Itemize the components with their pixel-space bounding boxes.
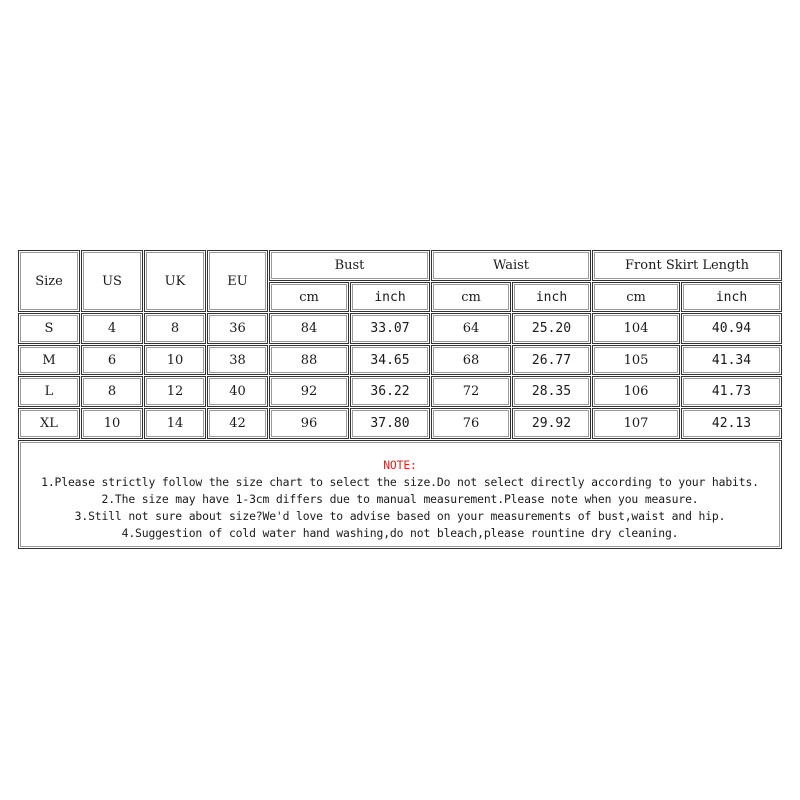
- note-title: NOTE:: [383, 458, 417, 472]
- row-l-waist-cm: 72: [431, 376, 511, 407]
- row-m-us: 6: [81, 345, 143, 375]
- row-m-size: M: [18, 345, 80, 375]
- row-m-skirt-inch: 41.34: [681, 345, 782, 375]
- row-s-bust-cm: 84: [269, 313, 349, 344]
- row-xl-waist-cm: 76: [431, 408, 511, 439]
- row-s-size: S: [18, 313, 80, 344]
- row-l-bust-inch: 36.22: [350, 376, 430, 407]
- row-xl-skirt-inch: 42.13: [681, 408, 782, 439]
- row-m-uk: 10: [144, 345, 206, 375]
- header-front-skirt-length: Front Skirt Length: [592, 250, 782, 281]
- row-s-waist-cm: 64: [431, 313, 511, 344]
- row-s-waist-inch: 25.20: [512, 313, 591, 344]
- header-waist-cm: cm: [431, 282, 511, 312]
- header-us: US: [81, 250, 143, 312]
- row-s-skirt-inch: 40.94: [681, 313, 782, 344]
- header-bust-cm: cm: [269, 282, 349, 312]
- note-line-4: 4.Suggestion of cold water hand washing,do not bleach,please rountine dry cleaning.: [121, 526, 679, 540]
- header-waist-inch: inch: [512, 282, 591, 312]
- header-size: Size: [18, 250, 80, 312]
- row-l-skirt-cm: 106: [592, 376, 680, 407]
- row-m-waist-inch: 26.77: [512, 345, 591, 375]
- note-line-2: 2.The size may have 1-3cm differs due to manual measurement.Please note when you measure.: [101, 492, 699, 506]
- row-m-bust-cm: 88: [269, 345, 349, 375]
- row-s-uk: 8: [144, 313, 206, 344]
- row-s-eu: 36: [207, 313, 268, 344]
- row-xl-skirt-cm: 107: [592, 408, 680, 439]
- row-xl-waist-inch: 29.92: [512, 408, 591, 439]
- row-l-us: 8: [81, 376, 143, 407]
- header-bust-inch: inch: [350, 282, 430, 312]
- row-xl-bust-cm: 96: [269, 408, 349, 439]
- header-bust: Bust: [269, 250, 430, 281]
- row-s-bust-inch: 33.07: [350, 313, 430, 344]
- header-skirt-inch: inch: [681, 282, 782, 312]
- row-xl-size: XL: [18, 408, 80, 439]
- note-line-3: 3.Still not sure about size?We'd love to advise based on your measurements of bust,waist and hip.: [74, 509, 726, 523]
- notes-box: [18, 440, 782, 549]
- row-l-size: L: [18, 376, 80, 407]
- row-xl-bust-inch: 37.80: [350, 408, 430, 439]
- row-l-waist-inch: 28.35: [512, 376, 591, 407]
- header-uk: UK: [144, 250, 206, 312]
- header-eu: EU: [207, 250, 268, 312]
- row-xl-eu: 42: [207, 408, 268, 439]
- row-xl-uk: 14: [144, 408, 206, 439]
- row-xl-us: 10: [81, 408, 143, 439]
- row-m-eu: 38: [207, 345, 268, 375]
- row-m-bust-inch: 34.65: [350, 345, 430, 375]
- row-l-uk: 12: [144, 376, 206, 407]
- row-m-skirt-cm: 105: [592, 345, 680, 375]
- row-s-us: 4: [81, 313, 143, 344]
- header-waist: Waist: [431, 250, 591, 281]
- header-skirt-cm: cm: [592, 282, 680, 312]
- row-l-bust-cm: 92: [269, 376, 349, 407]
- row-l-eu: 40: [207, 376, 268, 407]
- row-l-skirt-inch: 41.73: [681, 376, 782, 407]
- row-m-waist-cm: 68: [431, 345, 511, 375]
- note-line-1: 1.Please strictly follow the size chart to select the size.Do not select directly according to your habits.: [41, 475, 759, 489]
- row-s-skirt-cm: 104: [592, 313, 680, 344]
